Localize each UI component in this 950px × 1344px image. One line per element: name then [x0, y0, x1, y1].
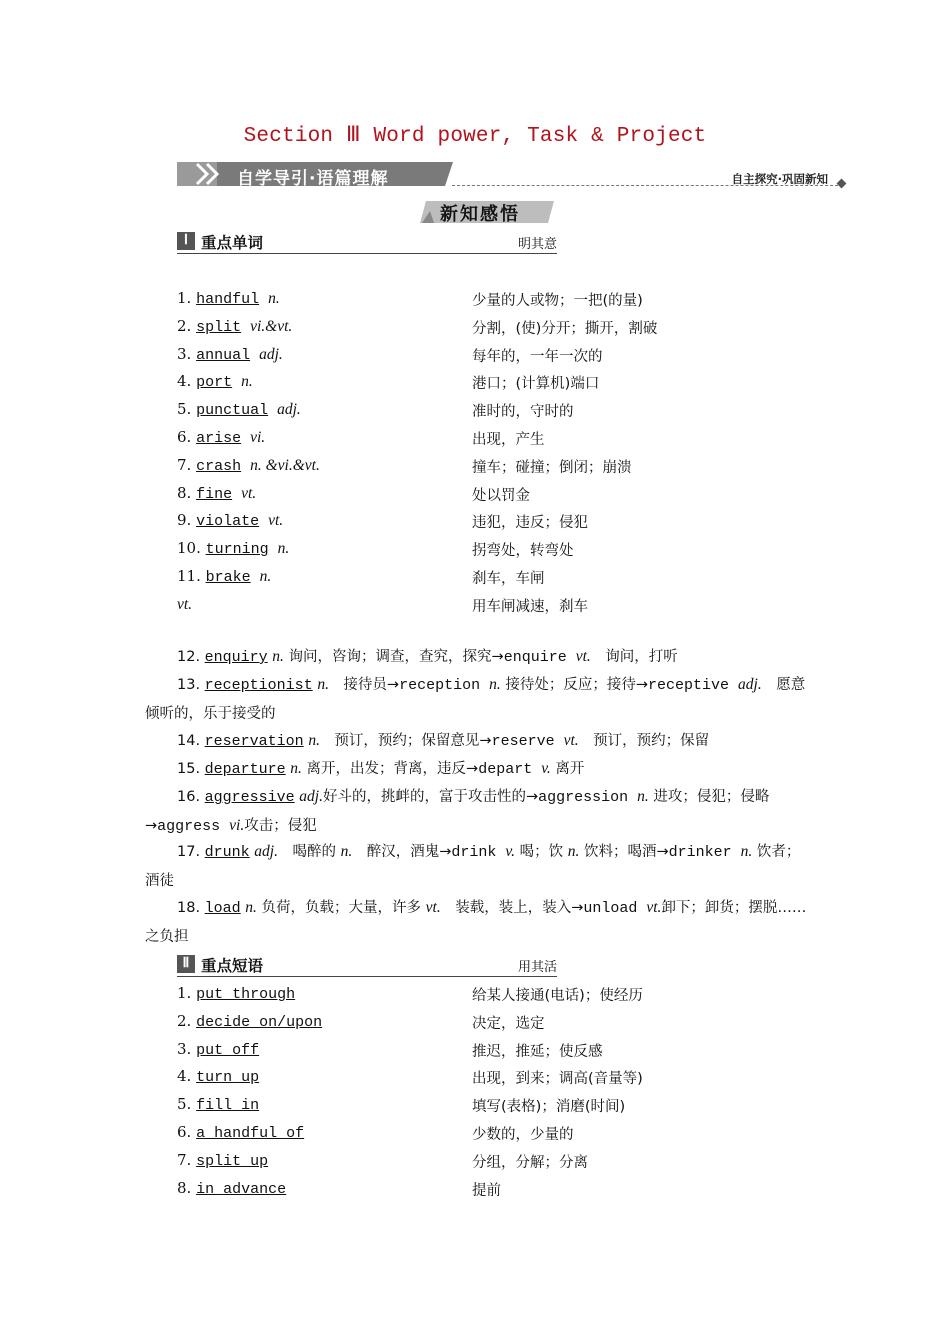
part-of-speech: vt.: [425, 899, 441, 916]
page-title: Section Ⅲ Word power, Task & Project: [243, 125, 707, 148]
word-entry: [177, 539, 289, 558]
item-number: 6.: [177, 1123, 197, 1141]
word-meaning: 拐弯处，转弯处: [472, 543, 574, 560]
item-number: 13.: [177, 677, 205, 693]
item-number: 14.: [177, 733, 205, 749]
part-of-speech: n.: [317, 676, 329, 693]
part-of-speech: n.: [567, 843, 580, 860]
vocab-word: receptionist: [204, 677, 313, 694]
derivation-item: [145, 894, 810, 951]
vocab-word: enquiry: [204, 649, 268, 666]
phrase-entry: [177, 1095, 259, 1114]
derivation-item: [145, 755, 810, 784]
item-number: 1.: [177, 289, 197, 307]
item-number: 7.: [177, 1150, 197, 1169]
definition-text: 醉汉，酒鬼→: [352, 844, 452, 860]
definition-text: 喝醉的: [277, 844, 341, 860]
word-meaning: 撞车；碰撞；倒闭；崩溃: [472, 459, 632, 476]
vocab-word: violate: [196, 513, 260, 531]
phrase-text: in advance: [196, 1180, 287, 1198]
word-meaning: 处以罚金: [472, 487, 530, 504]
vocab-word: arise: [196, 430, 242, 447]
vocab-word: punctual: [196, 402, 269, 420]
part-of-speech: adj.: [299, 788, 323, 805]
vocab-word: crash: [196, 457, 242, 475]
part-of-speech: vt.: [241, 484, 257, 502]
word-entry: [177, 456, 320, 475]
banner-subtitle: 自主探究·巩固新知: [731, 172, 828, 186]
word-entry: [177, 428, 265, 447]
definition-text: 好斗的，挑衅的，富于攻击性的→: [322, 789, 539, 805]
section-label: 重点单词: [201, 234, 264, 252]
part-of-speech: v.: [505, 843, 515, 860]
part-of-speech: adj.: [254, 843, 278, 860]
definition-text: 负荷，负载；大量，许多: [256, 900, 426, 916]
word-entry: [177, 345, 283, 364]
item-number: 3.: [177, 1039, 197, 1058]
word-meaning: 违犯，违反；侵犯: [472, 515, 588, 532]
part-of-speech: vi.&vt.: [250, 317, 293, 335]
definition-text: 询问，打听: [590, 649, 678, 665]
word-entry: [177, 595, 192, 614]
part-of-speech: n.: [268, 290, 280, 307]
phrase-entry: [177, 984, 295, 1003]
vocab-word: annual: [196, 346, 251, 364]
word-entry: [177, 289, 280, 308]
part-of-speech: n.: [308, 732, 320, 749]
word-entry: [177, 567, 271, 586]
item-number: 18.: [177, 900, 205, 916]
definition-text: 预订，预约；保留意见→: [319, 733, 492, 749]
item-number: 8.: [177, 1178, 197, 1197]
part-of-speech: vt.: [177, 595, 193, 613]
phrase-text: put off: [196, 1041, 260, 1059]
phrase-meaning: 少数的，少量的: [472, 1127, 574, 1143]
phrase-meaning: 提前: [472, 1182, 501, 1199]
word-entry: [177, 400, 301, 419]
badge-label: 新知感悟: [440, 204, 520, 225]
definition-text: 接待员→: [328, 677, 400, 693]
item-number: 4.: [177, 372, 197, 391]
section-label: 重点短语: [201, 957, 264, 975]
definition-text: 攻击；侵犯: [244, 818, 317, 834]
definition-text: 接待处；反应；接待→: [500, 677, 648, 693]
phrase-text: split up: [196, 1152, 269, 1170]
word-meaning: 少量的人或物；一把(的量): [472, 293, 643, 309]
derivation-item: [145, 671, 810, 728]
item-number: 2.: [177, 316, 197, 335]
phrase-entry: [177, 1179, 286, 1198]
vocab-word: brake: [205, 569, 251, 586]
part-of-speech: vt.: [575, 648, 591, 665]
part-of-speech: n.: [740, 843, 753, 860]
part-of-speech: n.: [340, 843, 353, 860]
part-of-speech: n.: [637, 788, 649, 805]
item-number: 5.: [177, 1095, 197, 1114]
item-number: 8.: [177, 483, 197, 502]
phrase-meaning: 出现，到来；调高(音量等): [472, 1071, 643, 1088]
phrase-entry: [177, 1040, 259, 1059]
item-number: 15.: [177, 761, 205, 777]
related-word: depart: [478, 761, 542, 778]
phrase-meaning: 分组，分解；分离: [472, 1154, 588, 1171]
part-of-speech: n.: [245, 899, 257, 916]
vocab-word: fine: [196, 485, 233, 503]
part-of-speech: adj.: [259, 345, 283, 363]
item-number: 10.: [177, 539, 206, 558]
item-number: 11.: [177, 567, 206, 585]
vocab-word: turning: [205, 541, 269, 559]
derivation-item: [145, 783, 810, 841]
part-of-speech: n.: [259, 568, 272, 585]
part-of-speech: n.: [241, 373, 253, 391]
word-meaning: 刹车，车闸: [472, 571, 545, 587]
item-number: 17.: [177, 844, 205, 860]
part-of-speech: vi.: [229, 817, 245, 834]
derivation-item: [145, 838, 810, 895]
definition-text: 离开，出发；背离，违反→: [301, 761, 479, 777]
word-entry: [177, 484, 256, 503]
word-meaning: 港口；(计算机)端口: [472, 376, 600, 393]
word-meaning: 每年的，一年一次的: [472, 348, 603, 365]
related-word: reception: [399, 677, 490, 694]
vocab-word: aggressive: [204, 789, 295, 806]
part-of-speech: n.: [272, 648, 284, 665]
section-hint: 用其活: [517, 960, 557, 975]
word-entry: [177, 372, 253, 391]
phrase-text: turn up: [196, 1069, 260, 1087]
vocab-word: drunk: [204, 844, 250, 861]
word-meaning: 用车闸减速，刹车: [472, 598, 588, 615]
vocab-word: handful: [196, 291, 260, 308]
item-number: 12.: [177, 649, 205, 665]
item-number: 9.: [177, 511, 197, 530]
related-word: aggression: [538, 789, 638, 806]
related-word: enquire: [503, 649, 576, 666]
phrase-meaning: 决定，选定: [472, 1015, 545, 1032]
vocab-word: load: [204, 900, 241, 917]
word-meaning: 准时的，守时的: [472, 404, 574, 421]
part-of-speech: vt.: [563, 732, 579, 749]
part-of-speech: n. &vi.&vt.: [250, 456, 320, 474]
related-word: drinker: [668, 844, 741, 861]
item-number: 3.: [177, 344, 197, 363]
definition-text: 饮者；酒徒: [145, 844, 801, 889]
part-of-speech: n.: [489, 676, 501, 693]
word-entry: [177, 317, 292, 336]
banner-label: 自学导引·语篇理解: [237, 169, 389, 189]
phrase-entry: [177, 1123, 304, 1142]
phrase-entry: [177, 1151, 268, 1170]
derivation-item: [145, 643, 810, 672]
phrase-text: fill in: [196, 1097, 260, 1115]
section-header-words: [177, 231, 557, 254]
phrase-meaning: 填写(表格)；消磨(时间): [472, 1099, 626, 1116]
phrase-meaning: 给某人接通(电话)；使经历: [472, 988, 643, 1004]
definition-text: 卸下；卸货；摆脱……之负担: [145, 900, 807, 945]
definition-text: 进攻；侵犯；侵略→: [145, 789, 770, 834]
related-word: reserve: [491, 733, 564, 750]
definition-text: 装载，装上，装入→: [440, 900, 584, 916]
word-entry: [177, 511, 283, 530]
definition-text: 喝；饮: [515, 844, 568, 860]
section-number: Ⅱ: [177, 955, 195, 973]
related-word: aggress: [157, 818, 230, 835]
phrase-text: decide on/upon: [196, 1013, 323, 1031]
vocab-word: departure: [204, 761, 286, 778]
item-number: 5.: [177, 400, 197, 419]
part-of-speech: vt.: [268, 512, 284, 530]
part-of-speech: adj.: [738, 676, 762, 693]
item-number: 6.: [177, 428, 197, 446]
phrase-entry: [177, 1012, 322, 1031]
word-meaning: 出现，产生: [472, 432, 545, 448]
definition-text: 离开: [550, 761, 585, 777]
diamond-icon: [837, 179, 847, 189]
related-word: receptive: [648, 677, 739, 694]
section-hint: 明其意: [517, 237, 557, 252]
word-meaning: 分割，(使)分开；撕开，割破: [472, 320, 658, 337]
section-number: Ⅰ: [177, 232, 195, 250]
phrase-entry: [177, 1067, 259, 1086]
part-of-speech: adj.: [277, 401, 301, 419]
related-word: drink: [451, 844, 506, 861]
definition-text: 饮料；喝酒→: [579, 844, 669, 860]
definition-text: 预订，预约；保留: [578, 733, 710, 749]
vocab-word: reservation: [204, 733, 304, 750]
phrase-meaning: 推迟，推延；使反感: [472, 1043, 603, 1060]
vocab-word: port: [196, 374, 233, 392]
item-number: 4.: [177, 1067, 197, 1086]
part-of-speech: vi.: [250, 429, 266, 446]
vocab-word: split: [196, 318, 242, 336]
definition-text: 愿意倾听的，乐于接受的: [145, 677, 806, 722]
item-number: 7.: [177, 455, 197, 474]
part-of-speech: n.: [277, 540, 290, 558]
part-of-speech: v.: [541, 760, 551, 777]
definition-text: 询问，咨询；调查，查究，探究→: [283, 649, 504, 665]
related-word: unload: [583, 900, 647, 917]
phrase-text: put through: [196, 986, 296, 1003]
derivation-item: [145, 727, 810, 756]
part-of-speech: vt.: [646, 899, 662, 916]
item-number: 2.: [177, 1011, 197, 1030]
part-of-speech: n.: [290, 760, 302, 777]
section-header-phrases: [177, 954, 557, 977]
item-number: 1.: [177, 984, 197, 1002]
item-number: 16.: [177, 789, 205, 805]
phrase-text: a handful of: [196, 1125, 305, 1142]
